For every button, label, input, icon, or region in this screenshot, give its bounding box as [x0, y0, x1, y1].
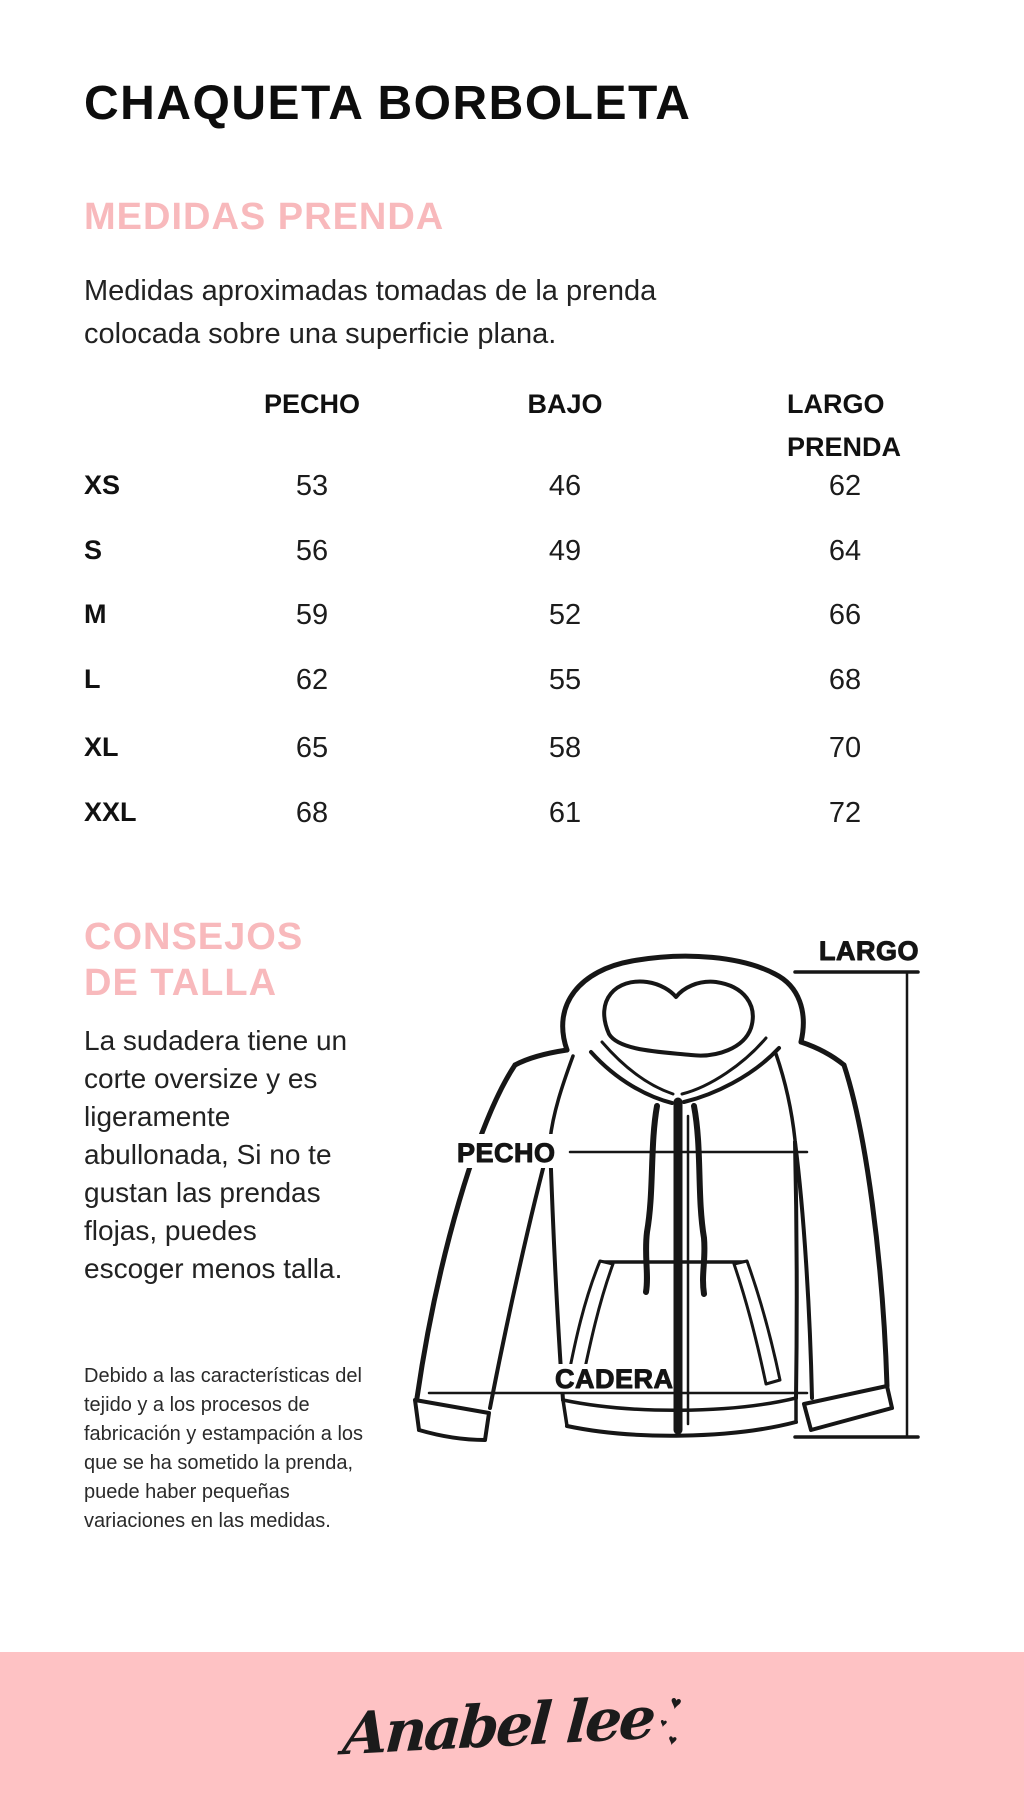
bajo-value: 55 — [548, 664, 582, 696]
body-right-edge — [795, 1142, 797, 1398]
shoulder-left — [515, 1050, 567, 1065]
brand-logo-text: Anabel lee — [341, 1683, 656, 1769]
largo-value: 62 — [828, 470, 862, 502]
col-header-largo-line1: LARGO — [787, 389, 885, 419]
sleeve-left-inner — [490, 1142, 550, 1408]
col-header-pecho: PECHO — [263, 389, 361, 419]
pecho-label: PECHO — [457, 1138, 556, 1168]
largo-value: 72 — [828, 797, 862, 829]
bajo-value: 49 — [548, 535, 582, 567]
largo-value: 68 — [828, 664, 862, 696]
shoulder-right — [801, 1042, 844, 1065]
consejos-heading-line1: CONSEJOS — [84, 916, 304, 958]
bajo-value: 46 — [548, 470, 582, 502]
bajo-value: 58 — [548, 732, 582, 764]
medidas-intro: Medidas aproximadas tomadas de la prenda colocada sobre una superficie plana. — [84, 275, 657, 350]
largo-label: LARGO — [819, 936, 919, 966]
cuff-right — [804, 1386, 892, 1430]
drawstring-left — [646, 1106, 657, 1292]
consejos-body: La sudadera tiene un corte oversize y es ligeramente abullonada, Si no te gustan las prendas flojas, puedes escoger menos talla. — [84, 1025, 348, 1284]
size-label: XXL — [84, 797, 137, 827]
size-label: XL — [84, 732, 119, 762]
pocket-opening-right — [734, 1261, 780, 1384]
hearts-decoration — [660, 1694, 681, 1748]
medidas-heading: MEDIDAS PRENDA — [84, 196, 445, 238]
hood-opening — [604, 982, 753, 1056]
pecho-value: 65 — [295, 732, 329, 764]
heart-icon: ♥ — [667, 1692, 683, 1715]
pecho-value: 56 — [295, 535, 329, 567]
bajo-value: 61 — [548, 797, 582, 829]
largo-value: 66 — [828, 599, 862, 631]
seam-left — [550, 1056, 573, 1140]
largo-value: 70 — [828, 732, 862, 764]
hood-fold-left — [591, 1052, 672, 1103]
consejos-note: Debido a las características del tejido y a los procesos de fabricación y estampación a los que se ha sometido la prenda, puede haber pequeñas variaciones en las medidas. — [84, 1365, 364, 1532]
page-title: CHAQUETA BORBOLETA — [84, 77, 692, 130]
consejos-heading — [84, 914, 384, 1006]
size-label: M — [84, 599, 107, 629]
pecho-value: 68 — [295, 797, 329, 829]
body-left-edge — [550, 1142, 563, 1400]
brand-logo — [0, 1666, 1024, 1786]
col-header-largo-prenda — [787, 383, 957, 469]
heart-icon: ♥ — [658, 1715, 669, 1731]
col-header-largo-line2: PRENDA — [787, 432, 902, 462]
pecho-value: 53 — [295, 470, 329, 502]
largo-value: 64 — [828, 535, 862, 567]
size-label: XS — [84, 470, 121, 500]
garment-diagram — [395, 930, 935, 1460]
sleeve-right-outer — [844, 1065, 887, 1386]
col-header-bajo: BAJO — [527, 389, 603, 419]
pecho-value: 59 — [295, 599, 329, 631]
drawstring-right — [694, 1106, 704, 1294]
size-label: L — [84, 664, 101, 694]
size-label: S — [84, 535, 103, 565]
cadera-label: CADERA — [555, 1364, 674, 1394]
heart-icon: ♥ — [665, 1731, 679, 1750]
cuff-left — [415, 1400, 489, 1440]
footer-band — [0, 1652, 1024, 1820]
seam-right — [776, 1054, 795, 1140]
consejos-heading-line2: DE TALLA — [84, 962, 278, 1004]
pecho-value: 62 — [295, 664, 329, 696]
bajo-value: 52 — [548, 599, 582, 631]
